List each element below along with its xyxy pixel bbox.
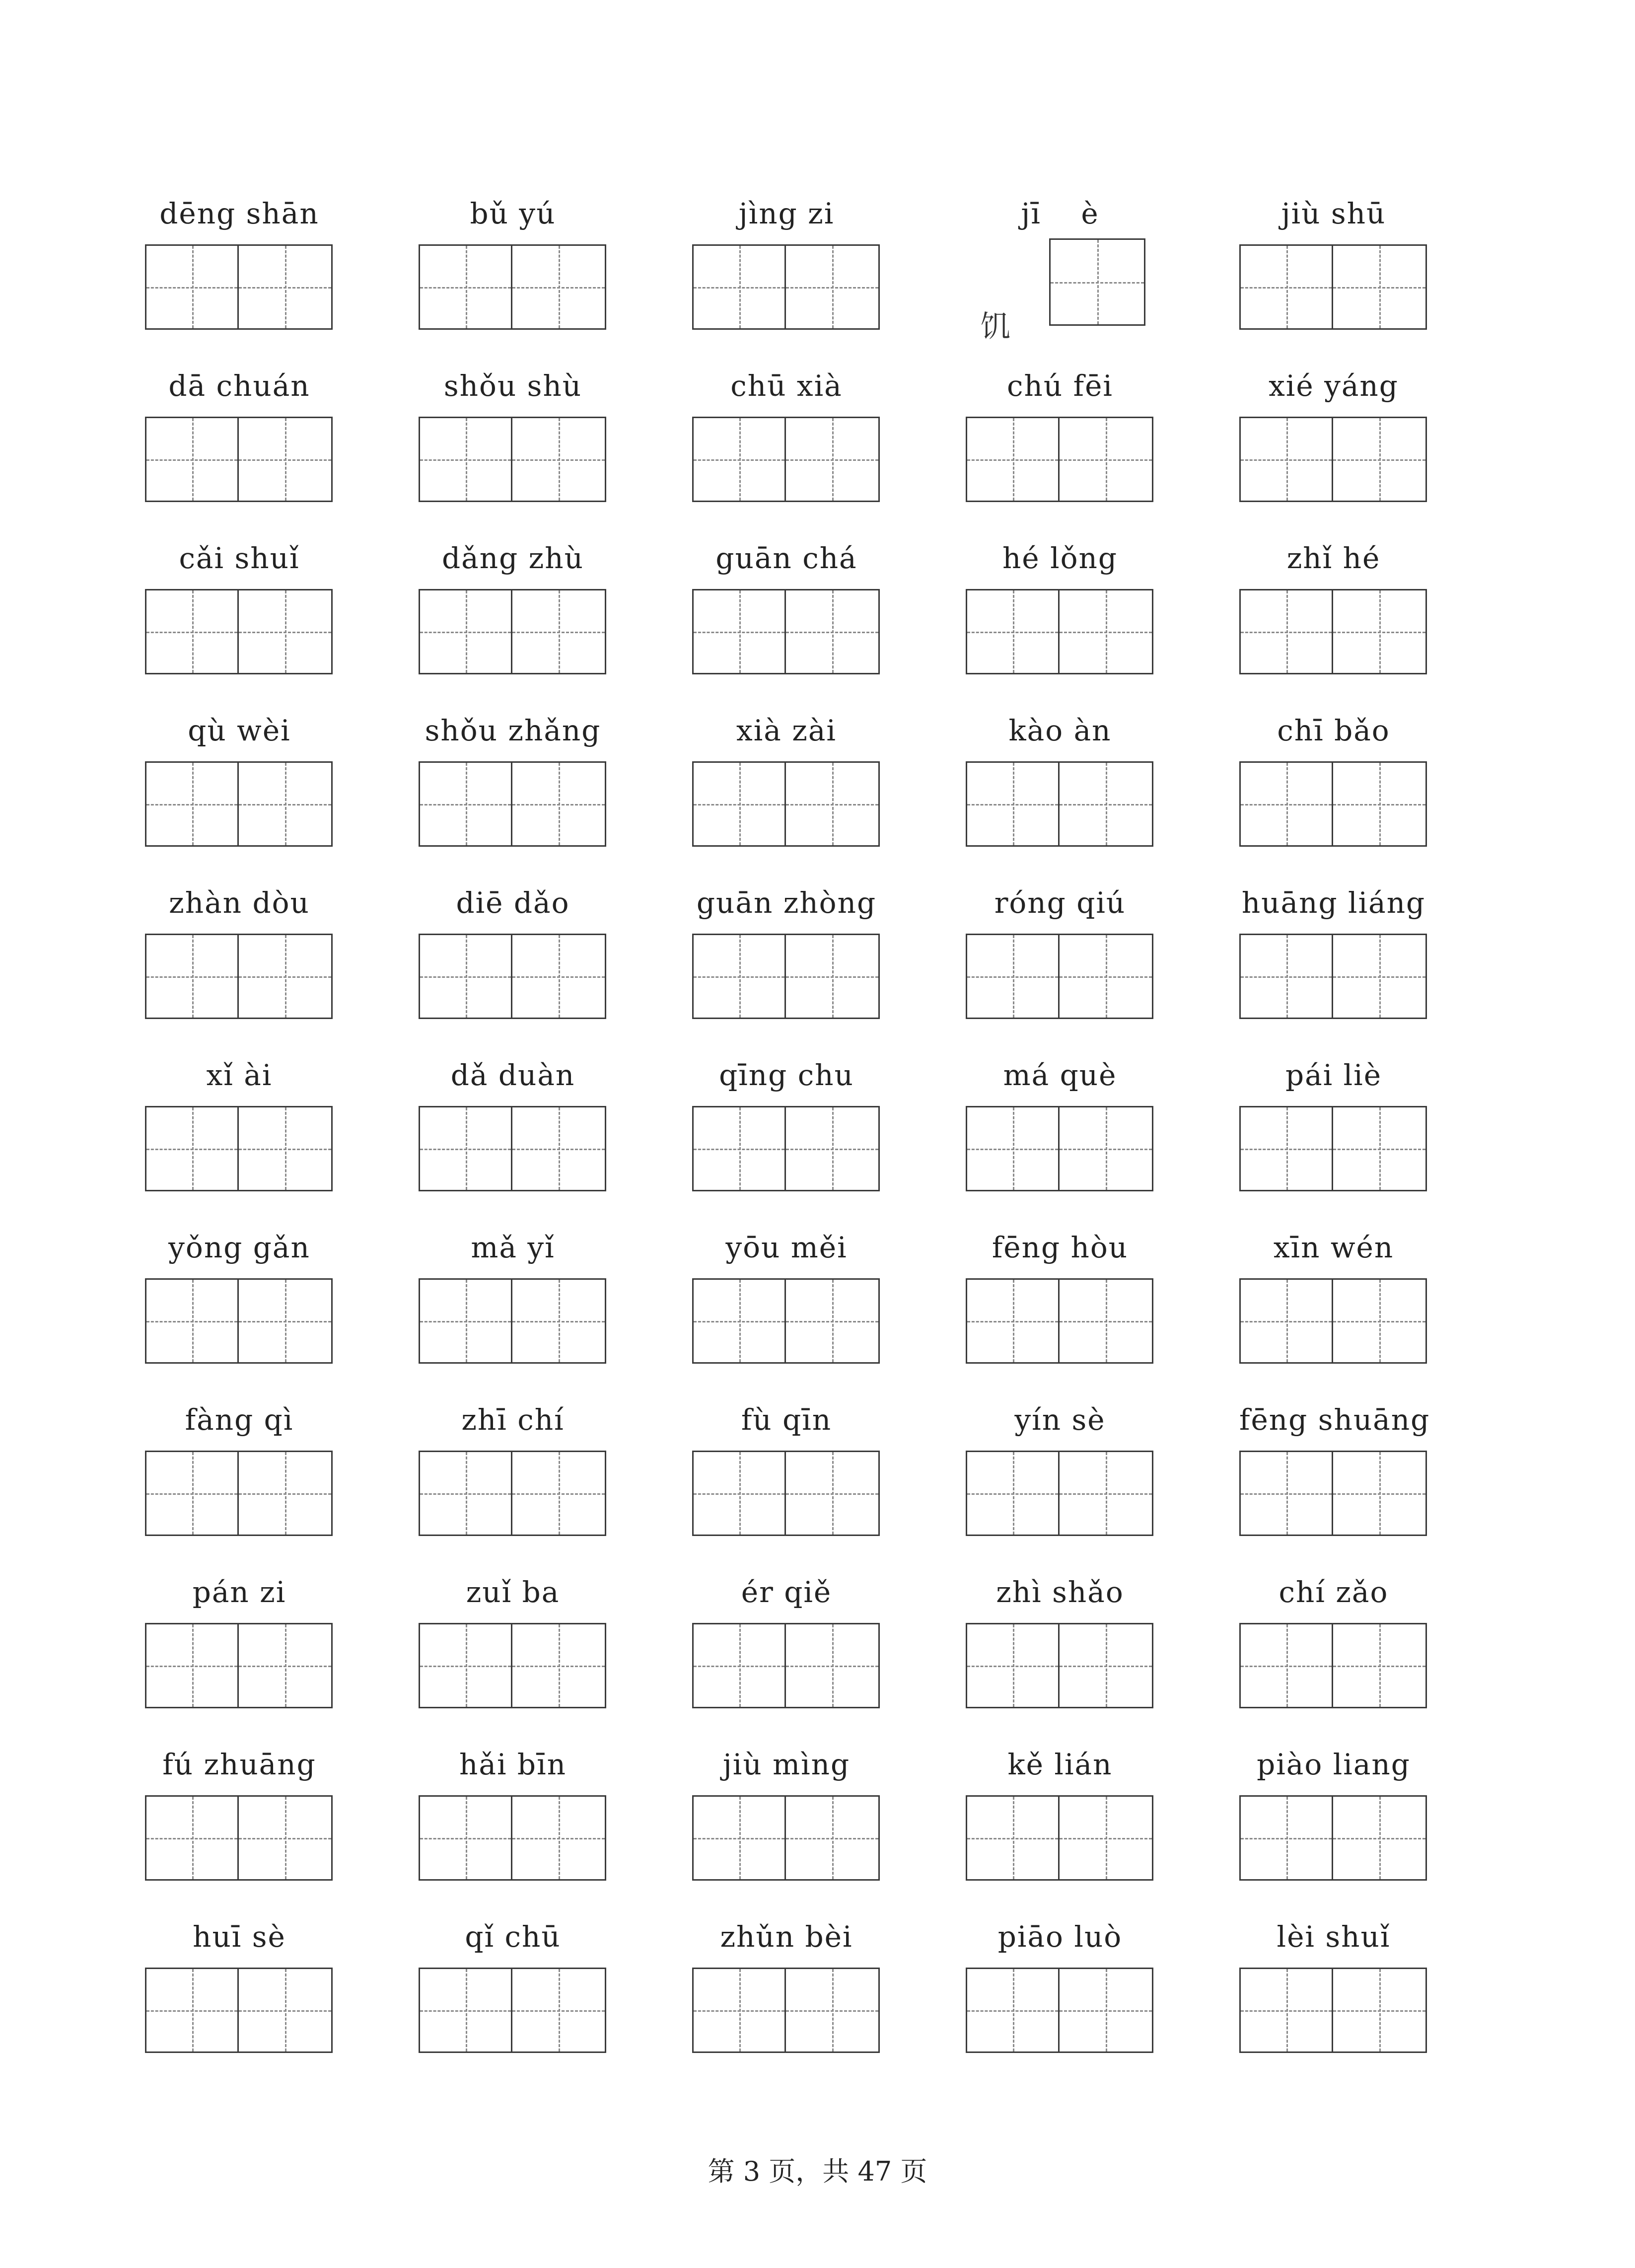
writing-box-pair[interactable] bbox=[966, 1968, 1153, 2053]
pinyin-label: diē dǎo bbox=[456, 886, 570, 920]
pinyin-label: fù qīn bbox=[741, 1403, 832, 1437]
tianzige-box[interactable] bbox=[1241, 418, 1333, 501]
exercise-item bbox=[419, 1395, 607, 1539]
exercise-item bbox=[145, 1567, 334, 1711]
pinyin-label: róng qiú bbox=[994, 886, 1126, 920]
pinyin-label: qīng chu bbox=[719, 1058, 854, 1092]
writing-box-pair[interactable] bbox=[419, 1968, 606, 2053]
writing-box-pair[interactable] bbox=[966, 761, 1153, 847]
exercise-item bbox=[145, 1223, 334, 1367]
writing-box-pair[interactable] bbox=[419, 934, 606, 1019]
tianzige-box[interactable] bbox=[512, 935, 605, 1018]
exercise-item bbox=[145, 1050, 334, 1194]
writing-box-pair[interactable] bbox=[145, 934, 333, 1019]
exercise-item bbox=[1239, 1567, 1428, 1711]
tianzige-box[interactable] bbox=[1051, 240, 1144, 324]
writing-box-pair[interactable] bbox=[419, 1795, 606, 1881]
writing-box-pair[interactable] bbox=[419, 761, 606, 847]
exercise-item bbox=[145, 189, 334, 333]
tianzige-box[interactable] bbox=[1241, 246, 1333, 328]
exercise-item bbox=[145, 1740, 334, 1884]
writing-box-pair[interactable] bbox=[1239, 1795, 1427, 1881]
tianzige-box[interactable] bbox=[1060, 1280, 1152, 1362]
tianzige-box[interactable] bbox=[420, 1624, 512, 1707]
exercise-item bbox=[1239, 878, 1428, 1022]
writing-box-pair[interactable] bbox=[145, 1451, 333, 1536]
tianzige-box[interactable] bbox=[239, 590, 331, 673]
pinyin-label: qù wèi bbox=[188, 714, 291, 747]
writing-box-single[interactable] bbox=[1049, 238, 1145, 326]
tianzige-box[interactable] bbox=[420, 1797, 512, 1879]
exercise-item bbox=[1239, 1050, 1428, 1194]
pinyin-label: hé lǒng bbox=[1002, 541, 1118, 575]
writing-box-pair[interactable] bbox=[1239, 589, 1427, 674]
exercise-item bbox=[419, 878, 607, 1022]
tianzige-box[interactable] bbox=[694, 935, 786, 1018]
exercise-item bbox=[145, 1912, 334, 2056]
exercise-item bbox=[692, 361, 881, 505]
exercise-item bbox=[145, 361, 334, 505]
tianzige-box[interactable] bbox=[146, 1452, 239, 1535]
tianzige-box[interactable] bbox=[1241, 1452, 1333, 1535]
pinyin-label: zhàn dòu bbox=[169, 886, 310, 920]
tianzige-box[interactable] bbox=[1333, 1797, 1425, 1879]
writing-box-pair[interactable] bbox=[692, 1623, 880, 1708]
exercise-item bbox=[1239, 706, 1428, 850]
pinyin-label: yín sè bbox=[1014, 1403, 1106, 1437]
writing-box-pair[interactable] bbox=[145, 1106, 333, 1191]
exercise-item bbox=[966, 533, 1154, 677]
tianzige-box[interactable] bbox=[694, 418, 786, 501]
writing-box-pair[interactable] bbox=[145, 1278, 333, 1364]
pinyin-label: fú zhuāng bbox=[162, 1748, 316, 1781]
tianzige-box[interactable] bbox=[1333, 1452, 1425, 1535]
tianzige-box[interactable] bbox=[694, 1452, 786, 1535]
writing-box-pair[interactable] bbox=[966, 1106, 1153, 1191]
tianzige-box[interactable] bbox=[146, 1107, 239, 1190]
tianzige-box[interactable] bbox=[967, 1280, 1060, 1362]
exercise-item bbox=[419, 361, 607, 505]
tianzige-box[interactable] bbox=[420, 935, 512, 1018]
writing-box-pair[interactable] bbox=[419, 1106, 606, 1191]
pinyin-label: zuǐ ba bbox=[466, 1575, 560, 1609]
tianzige-box[interactable] bbox=[1333, 763, 1425, 845]
pinyin-label: dǎ duàn bbox=[450, 1058, 575, 1092]
writing-box-pair[interactable] bbox=[419, 244, 606, 330]
tianzige-box[interactable] bbox=[694, 1107, 786, 1190]
pinyin-label: bǔ yú bbox=[470, 197, 556, 230]
tianzige-box[interactable] bbox=[967, 763, 1060, 845]
tianzige-box[interactable] bbox=[1241, 1107, 1333, 1190]
exercise-item bbox=[1239, 1223, 1428, 1367]
tianzige-box[interactable] bbox=[1060, 590, 1152, 673]
exercise-item bbox=[692, 1912, 881, 2056]
exercise-item bbox=[966, 361, 1154, 505]
pinyin-label: jìng zi bbox=[738, 197, 835, 230]
writing-box-pair[interactable] bbox=[419, 1623, 606, 1708]
tianzige-box[interactable] bbox=[967, 418, 1060, 501]
tianzige-box[interactable] bbox=[967, 1107, 1060, 1190]
tianzige-box[interactable] bbox=[1241, 590, 1333, 673]
tianzige-box[interactable] bbox=[1241, 1280, 1333, 1362]
pinyin-label: má què bbox=[1003, 1058, 1117, 1092]
exercise-item bbox=[692, 1223, 881, 1367]
writing-box-pair[interactable] bbox=[1239, 1623, 1427, 1708]
exercise-item bbox=[966, 706, 1154, 850]
tianzige-box[interactable] bbox=[420, 763, 512, 845]
tianzige-box[interactable] bbox=[146, 1969, 239, 2051]
tianzige-box[interactable] bbox=[967, 1452, 1060, 1535]
tianzige-box[interactable] bbox=[512, 246, 605, 328]
tianzige-box[interactable] bbox=[786, 1969, 878, 2051]
tianzige-box[interactable] bbox=[239, 763, 331, 845]
writing-box-pair[interactable] bbox=[692, 417, 880, 502]
writing-box-pair[interactable] bbox=[145, 244, 333, 330]
tianzige-box[interactable] bbox=[239, 1107, 331, 1190]
tianzige-box[interactable] bbox=[146, 246, 239, 328]
pinyin-label: chú fēi bbox=[1007, 369, 1113, 403]
pinyin-label: pái liè bbox=[1285, 1058, 1382, 1092]
exercise-item bbox=[692, 1740, 881, 1884]
pinyin-label: lèi shuǐ bbox=[1277, 1920, 1391, 1954]
tianzige-box[interactable] bbox=[1060, 1107, 1152, 1190]
exercise-item bbox=[1239, 189, 1428, 333]
exercise-item bbox=[966, 1740, 1154, 1884]
exercise-item bbox=[1239, 1912, 1428, 2056]
exercise-item bbox=[692, 533, 881, 677]
pinyin-label: guān zhòng bbox=[696, 886, 877, 920]
writing-box-pair[interactable] bbox=[1239, 1106, 1427, 1191]
tianzige-box[interactable] bbox=[512, 1624, 605, 1707]
writing-box-pair[interactable] bbox=[1239, 1451, 1427, 1536]
pinyin-label: ér qiě bbox=[741, 1575, 832, 1609]
pinyin-label: dēng shān bbox=[159, 197, 319, 230]
tianzige-box[interactable] bbox=[967, 1797, 1060, 1879]
exercise-item bbox=[1239, 361, 1428, 505]
exercise-item bbox=[692, 878, 881, 1022]
exercise-item bbox=[966, 1912, 1154, 2056]
writing-box-pair[interactable] bbox=[1239, 244, 1427, 330]
tianzige-box[interactable] bbox=[1241, 1969, 1333, 2051]
tianzige-box[interactable] bbox=[420, 590, 512, 673]
tianzige-box[interactable] bbox=[786, 1452, 878, 1535]
writing-box-pair[interactable] bbox=[145, 589, 333, 674]
tianzige-box[interactable] bbox=[1333, 590, 1425, 673]
tianzige-box[interactable] bbox=[967, 1624, 1060, 1707]
exercise-item bbox=[419, 533, 607, 677]
tianzige-box[interactable] bbox=[1060, 1452, 1152, 1535]
tianzige-box[interactable] bbox=[512, 1107, 605, 1190]
pinyin-label: fēng shuāng bbox=[1239, 1403, 1430, 1437]
tianzige-box[interactable] bbox=[786, 1107, 878, 1190]
pinyin-label: zhī chí bbox=[461, 1403, 565, 1437]
exercise-item bbox=[1239, 1740, 1428, 1884]
tianzige-box[interactable] bbox=[694, 590, 786, 673]
tianzige-box[interactable] bbox=[1333, 246, 1425, 328]
tianzige-box[interactable] bbox=[420, 1107, 512, 1190]
pinyin-label: zhì shǎo bbox=[996, 1575, 1124, 1609]
tianzige-box[interactable] bbox=[786, 763, 878, 845]
tianzige-box[interactable] bbox=[146, 590, 239, 673]
tianzige-box[interactable] bbox=[1241, 1624, 1333, 1707]
tianzige-box[interactable] bbox=[1333, 935, 1425, 1018]
pinyin-label: fēng hòu bbox=[992, 1231, 1129, 1264]
pinyin-label: huāng liáng bbox=[1241, 886, 1426, 920]
tianzige-box[interactable] bbox=[1333, 1624, 1425, 1707]
tianzige-box[interactable] bbox=[512, 418, 605, 501]
page-footer: 第 3 页，共 47 页 bbox=[708, 2156, 927, 2187]
pinyin-label: dā chuán bbox=[168, 369, 310, 403]
tianzige-box[interactable] bbox=[786, 418, 878, 501]
pinyin-label: jiù mìng bbox=[722, 1748, 851, 1781]
writing-box-pair[interactable] bbox=[692, 1278, 880, 1364]
writing-box-pair[interactable] bbox=[145, 1795, 333, 1881]
tianzige-box[interactable] bbox=[146, 1797, 239, 1879]
exercise-item bbox=[419, 1050, 607, 1194]
tianzige-box[interactable] bbox=[786, 1797, 878, 1879]
exercise-item bbox=[692, 1395, 881, 1539]
exercise-item bbox=[966, 1223, 1154, 1367]
pinyin-label: jī è bbox=[1021, 197, 1099, 230]
writing-box-pair[interactable] bbox=[692, 1451, 880, 1536]
pinyin-label: cǎi shuǐ bbox=[179, 541, 300, 575]
pinyin-label: pán zi bbox=[192, 1575, 286, 1609]
writing-box-pair[interactable] bbox=[692, 1968, 880, 2053]
exercise-item bbox=[145, 878, 334, 1022]
pinyin-label: shǒu shù bbox=[443, 369, 582, 403]
tianzige-box[interactable] bbox=[512, 1969, 605, 2051]
writing-box-pair[interactable] bbox=[145, 1968, 333, 2053]
tianzige-box[interactable] bbox=[420, 418, 512, 501]
exercise-item bbox=[1239, 1395, 1428, 1539]
pinyin-label: kě lián bbox=[1007, 1748, 1113, 1781]
writing-box-pair[interactable] bbox=[1239, 761, 1427, 847]
tianzige-box[interactable] bbox=[146, 935, 239, 1018]
tianzige-box[interactable] bbox=[512, 763, 605, 845]
exercise-item bbox=[419, 1912, 607, 2056]
tianzige-box[interactable] bbox=[1060, 1624, 1152, 1707]
writing-box-pair[interactable] bbox=[145, 1623, 333, 1708]
tianzige-box[interactable] bbox=[1333, 1969, 1425, 2051]
exercise-item bbox=[692, 1050, 881, 1194]
pinyin-label: yǒng gǎn bbox=[168, 1231, 310, 1264]
tianzige-box[interactable] bbox=[967, 590, 1060, 673]
writing-box-pair[interactable] bbox=[1239, 1278, 1427, 1364]
writing-box-pair[interactable] bbox=[419, 417, 606, 502]
tianzige-box[interactable] bbox=[1333, 1280, 1425, 1362]
writing-box-pair[interactable] bbox=[966, 1451, 1153, 1536]
tianzige-box[interactable] bbox=[1060, 1969, 1152, 2051]
tianzige-box[interactable] bbox=[239, 1624, 331, 1707]
exercise-item bbox=[419, 1740, 607, 1884]
tianzige-box[interactable] bbox=[1060, 418, 1152, 501]
exercise-item bbox=[692, 706, 881, 850]
pinyin-label: xià zài bbox=[736, 714, 837, 747]
pinyin-label: guān chá bbox=[715, 541, 857, 575]
writing-box-pair[interactable] bbox=[966, 934, 1153, 1019]
tianzige-box[interactable] bbox=[420, 1969, 512, 2051]
tianzige-box[interactable] bbox=[239, 935, 331, 1018]
pinyin-label: jiù shū bbox=[1281, 197, 1386, 230]
writing-box-pair[interactable] bbox=[145, 761, 333, 847]
exercise-item bbox=[419, 1223, 607, 1367]
exercise-item bbox=[145, 706, 334, 850]
tianzige-box[interactable] bbox=[146, 418, 239, 501]
tianzige-box[interactable] bbox=[420, 246, 512, 328]
writing-box-pair[interactable] bbox=[692, 244, 880, 330]
pinyin-label: xié yáng bbox=[1269, 369, 1399, 403]
exercise-item bbox=[145, 1395, 334, 1539]
tianzige-box[interactable] bbox=[146, 1280, 239, 1362]
writing-box-pair[interactable] bbox=[692, 761, 880, 847]
writing-box-pair[interactable] bbox=[692, 1795, 880, 1881]
exercise-item bbox=[692, 189, 881, 333]
tianzige-box[interactable] bbox=[239, 1969, 331, 2051]
writing-box-pair[interactable] bbox=[1239, 417, 1427, 502]
tianzige-box[interactable] bbox=[694, 1280, 786, 1362]
tianzige-box[interactable] bbox=[786, 590, 878, 673]
writing-box-pair[interactable] bbox=[692, 589, 880, 674]
exercise-item bbox=[419, 1567, 607, 1711]
pinyin-label: shǒu zhǎng bbox=[425, 714, 601, 747]
tianzige-box[interactable] bbox=[967, 1969, 1060, 2051]
given-character: 饥 bbox=[981, 309, 1010, 344]
exercise-item bbox=[966, 1395, 1154, 1539]
tianzige-box[interactable] bbox=[512, 1280, 605, 1362]
exercise-item bbox=[419, 189, 607, 333]
pinyin-label: huī sè bbox=[193, 1920, 286, 1954]
tianzige-box[interactable] bbox=[1333, 418, 1425, 501]
tianzige-box[interactable] bbox=[786, 1280, 878, 1362]
tianzige-box[interactable] bbox=[694, 1797, 786, 1879]
tianzige-box[interactable] bbox=[239, 1452, 331, 1535]
pinyin-label: fàng qì bbox=[185, 1403, 294, 1437]
tianzige-box[interactable] bbox=[1060, 763, 1152, 845]
writing-box-pair[interactable] bbox=[966, 1795, 1153, 1881]
exercise-item bbox=[966, 1567, 1154, 1711]
tianzige-box[interactable] bbox=[1060, 935, 1152, 1018]
pinyin-label: qǐ chū bbox=[465, 1920, 561, 1954]
tianzige-box[interactable] bbox=[1241, 935, 1333, 1018]
exercise-item bbox=[966, 878, 1154, 1022]
pinyin-label: chī bǎo bbox=[1277, 714, 1390, 747]
tianzige-box[interactable] bbox=[1333, 1107, 1425, 1190]
tianzige-box[interactable] bbox=[1241, 1797, 1333, 1879]
tianzige-box[interactable] bbox=[694, 1969, 786, 2051]
tianzige-box[interactable] bbox=[694, 763, 786, 845]
pinyin-label: xǐ ài bbox=[206, 1058, 273, 1092]
tianzige-box[interactable] bbox=[239, 246, 331, 328]
tianzige-box[interactable] bbox=[786, 1624, 878, 1707]
tianzige-box[interactable] bbox=[512, 1797, 605, 1879]
tianzige-box[interactable] bbox=[239, 1280, 331, 1362]
tianzige-box[interactable] bbox=[786, 246, 878, 328]
pinyin-label: chí zǎo bbox=[1279, 1575, 1389, 1609]
exercise-item bbox=[419, 706, 607, 850]
tianzige-box[interactable] bbox=[512, 1452, 605, 1535]
pinyin-label: xīn wén bbox=[1273, 1231, 1394, 1264]
pinyin-label: piāo luò bbox=[997, 1920, 1123, 1954]
pinyin-label: hǎi bīn bbox=[459, 1748, 567, 1781]
tianzige-box[interactable] bbox=[146, 1624, 239, 1707]
writing-box-pair[interactable] bbox=[966, 417, 1153, 502]
writing-box-pair[interactable] bbox=[419, 1278, 606, 1364]
writing-box-pair[interactable] bbox=[692, 1106, 880, 1191]
tianzige-box[interactable] bbox=[694, 246, 786, 328]
exercise-item bbox=[966, 189, 1154, 344]
exercise-item bbox=[145, 533, 334, 677]
pinyin-label: piào liang bbox=[1257, 1748, 1411, 1781]
exercise-item bbox=[692, 1567, 881, 1711]
tianzige-box[interactable] bbox=[420, 1280, 512, 1362]
writing-box-pair[interactable] bbox=[692, 934, 880, 1019]
writing-box-pair[interactable] bbox=[1239, 1968, 1427, 2053]
pinyin-label: kào àn bbox=[1008, 714, 1112, 747]
exercise-item bbox=[1239, 533, 1428, 677]
pinyin-label: chū xià bbox=[730, 369, 843, 403]
pinyin-label: mǎ yǐ bbox=[471, 1231, 555, 1264]
pinyin-label: zhǐ hé bbox=[1286, 541, 1381, 575]
writing-box-pair[interactable] bbox=[419, 1451, 606, 1536]
exercise-item bbox=[966, 1050, 1154, 1194]
tianzige-box[interactable] bbox=[512, 590, 605, 673]
pinyin-label: zhǔn bèi bbox=[720, 1920, 853, 1954]
tianzige-box[interactable] bbox=[146, 763, 239, 845]
tianzige-box[interactable] bbox=[239, 1797, 331, 1879]
tianzige-box[interactable] bbox=[694, 1624, 786, 1707]
tianzige-box[interactable] bbox=[967, 935, 1060, 1018]
writing-box-pair[interactable] bbox=[145, 417, 333, 502]
writing-box-pair[interactable] bbox=[966, 1278, 1153, 1364]
writing-box-pair[interactable] bbox=[1239, 934, 1427, 1019]
tianzige-box[interactable] bbox=[786, 935, 878, 1018]
writing-box-pair[interactable] bbox=[419, 589, 606, 674]
tianzige-box[interactable] bbox=[420, 1452, 512, 1535]
tianzige-box[interactable] bbox=[239, 418, 331, 501]
tianzige-box[interactable] bbox=[1241, 763, 1333, 845]
tianzige-box[interactable] bbox=[1060, 1797, 1152, 1879]
writing-box-pair[interactable] bbox=[966, 1623, 1153, 1708]
writing-box-pair[interactable] bbox=[966, 589, 1153, 674]
pinyin-label: yōu měi bbox=[725, 1231, 848, 1264]
pinyin-label: dǎng zhù bbox=[442, 541, 584, 575]
